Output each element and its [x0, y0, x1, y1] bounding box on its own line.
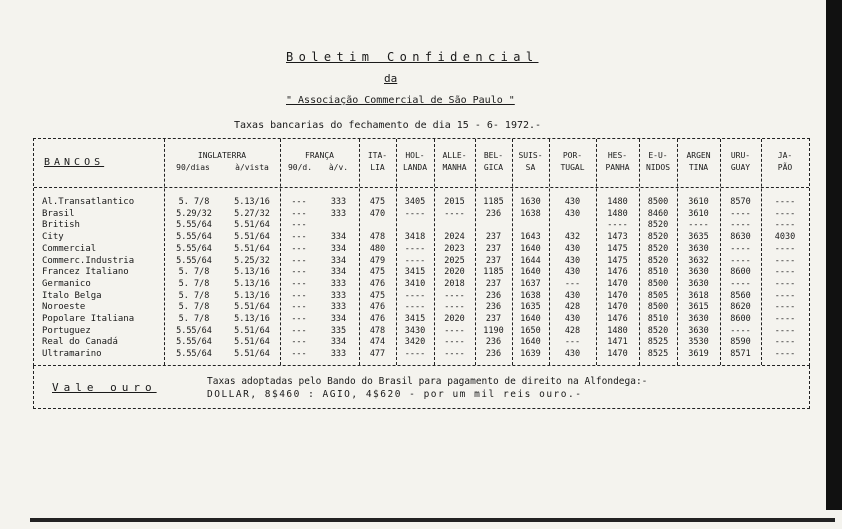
rate-cell: 475	[369, 267, 386, 278]
rate-cell: 8570	[730, 197, 751, 207]
rate-cell: ----	[444, 290, 465, 301]
rate-cell: 8510	[647, 267, 669, 278]
rate-cell: ---	[291, 243, 307, 254]
rate-cell: 430	[564, 243, 581, 254]
rate-cell: 5.55/64	[176, 220, 212, 231]
rate-cell: 8500	[647, 278, 669, 289]
rate-cell: 3610	[688, 197, 709, 207]
column-header: INGLATERRA	[197, 151, 247, 160]
rate-cell: 5.51/64	[234, 349, 270, 360]
vale-ouro-label: Vale ouro	[52, 381, 157, 394]
column-header: HOL-	[405, 151, 425, 160]
rate-cell: 1473	[607, 232, 628, 243]
rate-cell: 2020	[444, 314, 465, 324]
scan-bottom-edge	[30, 518, 835, 522]
bank-name: Commerc.Industria	[42, 255, 135, 266]
bank-name: Ultramarino	[42, 349, 102, 360]
rate-cell: ----	[730, 255, 751, 266]
column-header: TINA	[688, 163, 709, 172]
column-header: LIA	[370, 163, 385, 172]
rate-cell: ----	[774, 255, 796, 266]
rate-cell: 1190	[483, 325, 504, 336]
rate-cell: ----	[774, 325, 796, 336]
rate-cell: 5.13/16	[234, 314, 270, 324]
rate-cell: 1643	[520, 232, 541, 243]
column-header: à/vista	[235, 163, 269, 172]
column-header: ALLE-	[442, 151, 467, 160]
rate-cell: 334	[330, 267, 347, 278]
column-header: BEL-	[483, 151, 504, 160]
rate-cell: ----	[444, 337, 465, 348]
rates-date-line: Taxas bancarias do fechamento de dia 15 - 6- 1972.-	[234, 120, 542, 131]
column-header: GICA	[483, 163, 504, 172]
rate-cell: ----	[774, 337, 796, 348]
rate-cell: ---	[291, 267, 307, 278]
rate-cell: 1644	[520, 255, 541, 266]
rate-cell: 8460	[647, 208, 669, 219]
rate-cell: ----	[774, 278, 796, 289]
bank-name: Popolare Italiana	[42, 314, 135, 324]
rate-cell: 1470	[607, 349, 628, 360]
rate-cell: 8600	[730, 314, 751, 324]
rate-cell: 430	[564, 349, 581, 360]
footer-line-1: Taxas adoptadas pelo Bando do Brasil para pagamento de direito na Alfondega:-	[207, 376, 648, 387]
rate-cell: 334	[330, 314, 347, 324]
rate-cell: ----	[688, 220, 709, 231]
rate-cell: 8500	[647, 302, 669, 313]
rate-cell: 1637	[520, 278, 541, 289]
rate-cell: 1476	[607, 314, 628, 324]
rate-cell: 428	[564, 302, 581, 313]
rate-cell: 8520	[647, 232, 669, 243]
rate-cell: 334	[330, 243, 347, 254]
rate-cell: 476	[369, 278, 386, 289]
rate-cell: 3615	[688, 302, 709, 313]
column-header: MANHA	[442, 163, 467, 172]
column-header: TUGAL	[560, 163, 585, 172]
rate-cell: 3635	[688, 232, 709, 243]
rate-cell: 3415	[404, 314, 426, 324]
rate-cell: 478	[369, 232, 386, 243]
rate-cell: 3619	[688, 349, 709, 360]
rate-cell: ----	[404, 255, 426, 266]
rate-cell: 1635	[520, 302, 541, 313]
rate-cell: 5.55/64	[176, 349, 212, 360]
bancos-header: BANCOS	[44, 157, 105, 168]
rate-cell: 1630	[520, 197, 541, 207]
column-header: NIDOS	[645, 163, 671, 172]
rate-cell: ---	[291, 290, 307, 301]
rate-cell: 5.25/32	[234, 255, 270, 266]
column-header: 90/d.	[287, 163, 313, 172]
rate-cell: 8571	[730, 349, 751, 360]
rate-cell: 236	[485, 349, 502, 360]
rate-cell: 478	[369, 325, 386, 336]
rate-cell: ---	[291, 220, 307, 231]
column-header: LANDA	[402, 163, 428, 172]
rate-cell: ---	[291, 197, 307, 207]
rate-cell: 5. 7/8	[178, 267, 210, 278]
rate-cell: 8520	[647, 255, 669, 266]
rate-cell: 5.55/64	[176, 325, 212, 336]
rate-cell: 334	[330, 337, 347, 348]
rate-cell: 333	[330, 208, 347, 219]
rate-cell: 5.13/16	[234, 267, 270, 278]
rate-cell: 1185	[483, 267, 504, 278]
rate-cell: ---	[291, 208, 307, 219]
rate-cell: 479	[369, 255, 386, 266]
rate-cell: ----	[774, 349, 796, 360]
rate-cell: 236	[485, 302, 502, 313]
rate-cell: 1638	[520, 208, 541, 219]
rate-cell: 3630	[688, 267, 709, 278]
rate-cell: 476	[369, 314, 386, 324]
rate-cell: 475	[369, 290, 386, 301]
column-header: JA-	[777, 151, 793, 160]
rate-cell: ----	[404, 302, 426, 313]
rate-cell: 5.29/32	[176, 208, 212, 219]
rate-cell: ----	[404, 349, 426, 360]
rate-cell: ----	[730, 278, 751, 289]
bank-name: Real do Canadá	[42, 337, 118, 348]
rate-cell: 1640	[520, 267, 541, 278]
column-header: ARGEN	[686, 151, 711, 160]
exchange-rates-table	[33, 138, 810, 366]
rate-cell: ---	[291, 314, 307, 324]
rate-cell: 5. 7/8	[178, 290, 210, 301]
rate-cell: 1640	[520, 314, 541, 324]
rate-cell: ----	[404, 208, 426, 219]
rate-cell: 5.13/16	[234, 278, 270, 289]
rate-cell: 237	[485, 232, 502, 243]
rate-cell: 430	[564, 197, 581, 207]
rate-cell: 5.13/16	[234, 290, 270, 301]
rate-cell: 8520	[647, 220, 669, 231]
rate-cell: 430	[564, 208, 581, 219]
rate-cell: 1470	[607, 278, 628, 289]
rate-cell: 470	[369, 208, 386, 219]
rate-cell: 4030	[774, 232, 796, 243]
column-header: SA	[525, 163, 536, 172]
rate-cell: 3415	[404, 267, 426, 278]
rate-cell: ---	[291, 255, 307, 266]
rate-cell: 8510	[647, 314, 669, 324]
rate-cell: 237	[485, 278, 502, 289]
rate-cell: 8560	[730, 290, 751, 301]
rate-cell: 237	[485, 314, 502, 324]
bank-name: City	[42, 232, 64, 243]
rate-cell: 432	[564, 232, 581, 243]
scan-edge-shadow	[826, 0, 842, 510]
rate-cell: 5.51/64	[234, 337, 270, 348]
rate-cell: ----	[774, 208, 796, 219]
rate-cell: 3630	[688, 243, 709, 254]
rate-cell: 1471	[607, 337, 628, 348]
rate-cell: 5. 7/8	[178, 278, 210, 289]
rate-cell: 1475	[607, 243, 628, 254]
rate-cell: 5.51/64	[234, 325, 270, 336]
rate-cell: 5.55/64	[176, 232, 212, 243]
rate-cell: 8590	[730, 337, 751, 348]
rate-cell: ----	[774, 220, 796, 231]
rate-cell: 236	[485, 290, 502, 301]
rate-cell: 3418	[404, 232, 426, 243]
rate-cell: 333	[330, 349, 347, 360]
rate-cell: 480	[369, 243, 386, 254]
rate-cell: 8525	[647, 349, 669, 360]
rate-cell: 5.55/64	[176, 337, 212, 348]
column-header: GUAY	[730, 163, 751, 172]
rate-cell: ----	[774, 314, 796, 324]
rate-cell: 1480	[607, 197, 628, 207]
rate-cell: 3420	[404, 337, 426, 348]
rate-cell: 1470	[607, 290, 628, 301]
rate-cell: 475	[369, 197, 386, 207]
rate-cell: 8520	[647, 325, 669, 336]
column-header: HES-	[607, 151, 628, 160]
rate-cell: 2023	[444, 243, 465, 254]
footer-line-2: DOLLAR, 8$460 : AGIO, 4$620 - por um mil reis ouro.-	[207, 389, 583, 400]
rate-cell: 3430	[404, 325, 426, 336]
rate-cell: 477	[369, 349, 386, 360]
rate-cell: 5. 7/8	[178, 197, 210, 207]
column-header: E-U-	[648, 151, 668, 160]
rate-cell: ----	[607, 220, 628, 231]
rate-cell: 236	[485, 337, 502, 348]
column-header: 90/dias	[176, 163, 210, 172]
rate-cell: ----	[444, 349, 465, 360]
rate-cell: ----	[404, 290, 426, 301]
rate-cell: 5.13/16	[234, 197, 270, 207]
rate-cell: 2020	[444, 267, 465, 278]
rate-cell: 5.51/64	[234, 302, 270, 313]
rate-cell: ---	[291, 278, 307, 289]
rate-cell: ---	[564, 278, 581, 289]
bank-name: Commercial	[42, 243, 97, 254]
rate-cell: 1475	[607, 255, 628, 266]
rate-cell: 1476	[607, 267, 628, 278]
rate-cell: 2024	[444, 232, 465, 243]
rate-cell: 1640	[520, 337, 541, 348]
rate-cell: ---	[564, 337, 581, 348]
rate-cell: 8500	[647, 197, 669, 207]
bank-name: Al.Transatlantico	[42, 197, 135, 207]
rate-cell: 5.27/32	[234, 208, 270, 219]
rate-cell: 1640	[520, 243, 541, 254]
column-header: ITA-	[367, 151, 388, 160]
column-header: URU-	[730, 151, 751, 160]
rate-cell: ---	[291, 302, 307, 313]
rate-cell: 2018	[444, 278, 465, 289]
rate-cell: 1638	[520, 290, 541, 301]
rate-cell: 3530	[688, 337, 709, 348]
rate-cell: 334	[330, 232, 347, 243]
rate-cell: ----	[774, 243, 796, 254]
column-header: à/v.	[328, 163, 349, 172]
rate-cell: 1639	[520, 349, 541, 360]
rate-cell: ----	[774, 197, 796, 207]
rate-cell: ---	[291, 337, 307, 348]
rate-cell: 333	[330, 290, 347, 301]
rate-cell: 3630	[688, 325, 709, 336]
rate-cell: 3405	[404, 197, 426, 207]
rate-cell: 1650	[520, 325, 541, 336]
rate-cell: ----	[730, 325, 751, 336]
rate-cell: 3410	[404, 278, 426, 289]
association-name: " Associação Commercial de São Paulo "	[286, 95, 515, 106]
bank-name: British	[42, 220, 80, 231]
rate-cell: 1480	[607, 208, 628, 219]
rate-cell: 1185	[483, 197, 504, 207]
rate-cell: 8630	[730, 232, 751, 243]
rate-cell: 5. 7/8	[178, 314, 210, 324]
rate-cell: 430	[564, 255, 581, 266]
rate-cell: 335	[330, 325, 347, 336]
rate-cell: 333	[330, 197, 347, 207]
rate-cell: 3610	[688, 208, 709, 219]
rate-cell: 237	[485, 243, 502, 254]
rate-cell: ----	[730, 220, 751, 231]
rate-cell: 8620	[730, 302, 751, 313]
bank-name: Francez Italiano	[42, 267, 129, 278]
column-header: PANHA	[605, 163, 630, 172]
rate-cell: 430	[564, 290, 581, 301]
column-header: POR-	[562, 151, 583, 160]
rate-cell: ----	[774, 290, 796, 301]
rate-cell: ----	[444, 325, 465, 336]
rate-cell: 476	[369, 302, 386, 313]
column-header: FRANÇA	[305, 151, 334, 160]
rate-cell: 8520	[647, 243, 669, 254]
rate-cell: 430	[564, 267, 581, 278]
bank-name: Noroeste	[42, 302, 86, 313]
rate-cell: 1480	[607, 325, 628, 336]
bulletin-title: Boletim Confidencial	[286, 50, 539, 64]
column-header: SUIS-	[518, 151, 543, 160]
rate-cell: 2025	[444, 255, 465, 266]
bulletin-subtitle: da	[384, 72, 398, 85]
rate-cell: 5. 7/8	[178, 302, 210, 313]
rate-cell: 3618	[688, 290, 709, 301]
bank-name: Portuguez	[42, 325, 91, 336]
rate-cell: ----	[774, 302, 796, 313]
rate-cell: 428	[564, 325, 581, 336]
rate-cell: 474	[369, 337, 386, 348]
rate-cell: ----	[404, 243, 426, 254]
rate-cell: 8525	[647, 337, 669, 348]
rate-cell: ----	[774, 267, 796, 278]
rate-cell: 5.55/64	[176, 243, 212, 254]
rate-cell: 8600	[730, 267, 751, 278]
rate-cell: ----	[730, 243, 751, 254]
rate-cell: ---	[291, 349, 307, 360]
column-header: PÃO	[777, 163, 793, 172]
rate-cell: 2015	[444, 197, 465, 207]
rate-cell: 334	[330, 255, 347, 266]
rate-cell: 3632	[688, 255, 709, 266]
rate-cell: ----	[444, 208, 465, 219]
rate-cell: 5.51/64	[234, 220, 270, 231]
rate-cell: 8505	[647, 290, 669, 301]
rate-cell: ---	[291, 232, 307, 243]
rate-cell: 3630	[688, 314, 709, 324]
rate-cell: ----	[444, 302, 465, 313]
rate-cell: 1470	[607, 302, 628, 313]
rate-cell: 430	[564, 314, 581, 324]
rate-cell: 5.51/64	[234, 243, 270, 254]
rate-cell: 236	[485, 208, 502, 219]
rate-cell: 5.51/64	[234, 232, 270, 243]
bank-name: Brasil	[42, 208, 75, 219]
rate-cell: 237	[485, 255, 502, 266]
rate-cell: 333	[330, 302, 347, 313]
rate-cell: 333	[330, 278, 347, 289]
rate-cell: ----	[730, 208, 751, 219]
bank-name: Germanico	[42, 278, 91, 289]
rate-cell: 5.55/64	[176, 255, 212, 266]
rate-cell: 3630	[688, 278, 709, 289]
rate-cell: ---	[291, 325, 307, 336]
bank-name: Italo Belga	[42, 290, 102, 301]
